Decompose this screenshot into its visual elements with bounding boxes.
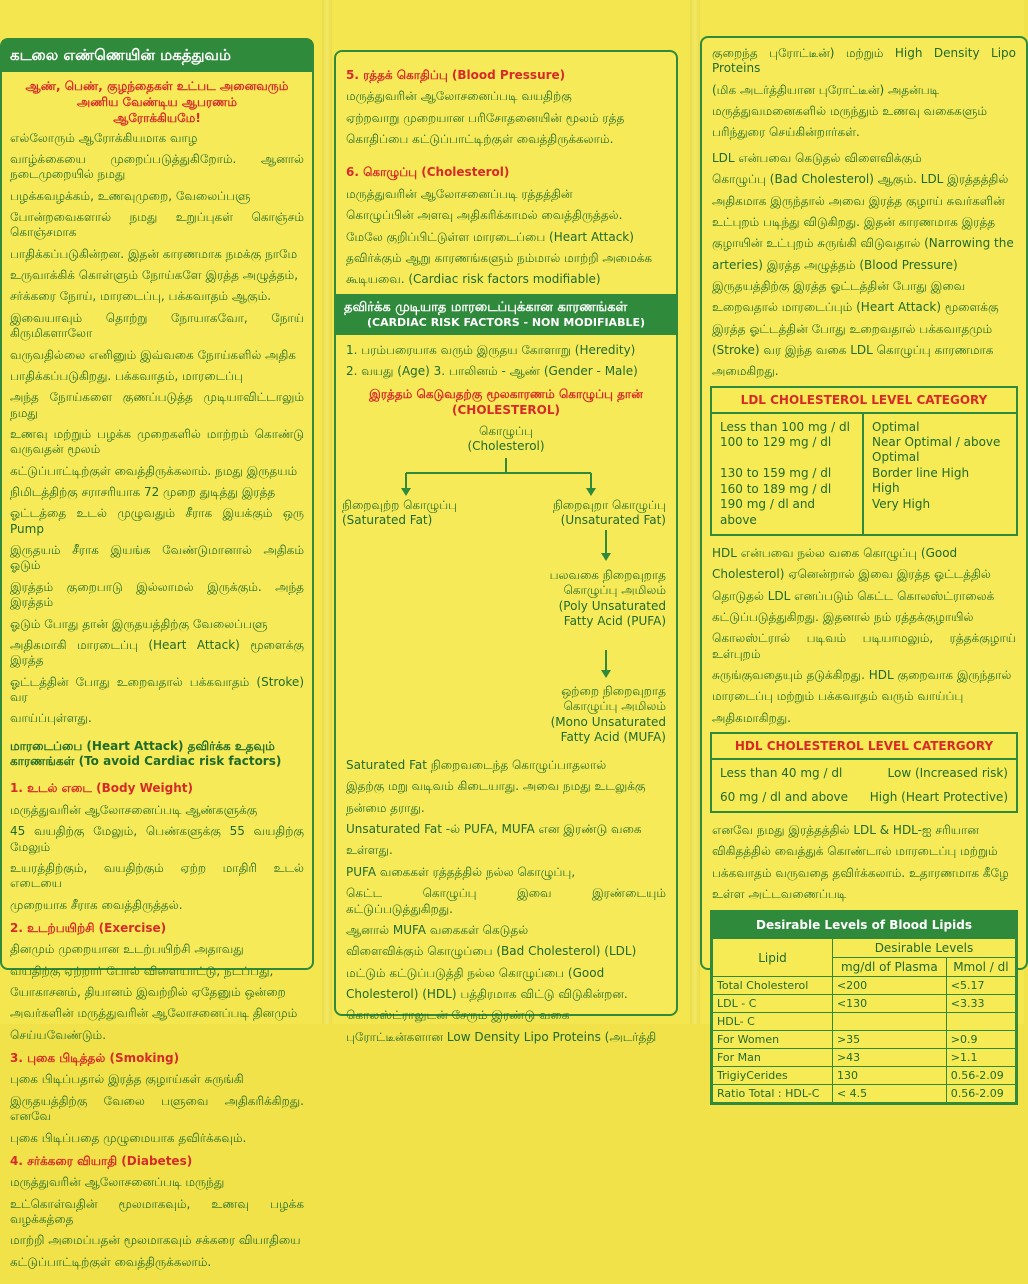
advice-line: விகிதத்தில் வைத்துக் கொண்டால் மாரடைப்பு மற்றும் xyxy=(712,844,998,859)
intro-line: ஓடும் போது தான் இருதயத்திற்கு வேலைப்பளு xyxy=(10,616,268,631)
bp-title: 5. ரத்தக் கொதிப்பு (Blood Pressure) xyxy=(346,68,566,82)
plasma-header: mg/dl of Plasma xyxy=(832,958,946,977)
chol-line: மேலே குறிப்பிட்டுள்ள மாரடைப்பை (Heart Attack) xyxy=(346,229,634,244)
tree-right xyxy=(526,498,666,529)
right-top-line: மருத்துவமனைகளில் மருந்தும் உணவு வகைகளும் xyxy=(712,104,987,119)
intro-line: உருவாக்கிக் கொள்ளும் நோய்களே இரத்த அழுத்தம், xyxy=(10,268,299,283)
ldl-line: இருதயத்திற்கு இரத்த ஓட்டத்தின் போது இவை xyxy=(712,278,966,293)
blood-lipids-table-box xyxy=(710,910,1018,1105)
exercise-line: செய்யவேண்டும். xyxy=(10,1027,107,1042)
hdl-row xyxy=(720,766,1008,781)
ldl-range: 130 to 159 mg / dl xyxy=(720,466,832,481)
ldl-range-column xyxy=(712,414,864,534)
ldl-cat: High xyxy=(872,481,900,496)
unsat-note-2: உள்ளது. xyxy=(346,843,393,858)
left-panel xyxy=(0,38,314,1269)
bp-line: மருத்துவரின் ஆலோசனைப்படி வயதிற்கு xyxy=(346,89,572,104)
ldl-line: இரத்த ஓட்டத்தின் போது உறைவதால் பக்கவாதமும் xyxy=(712,321,993,336)
smoking-title: 3. புகை பிடித்தல் (Smoking) xyxy=(10,1051,180,1066)
left-sub-3: ஆரோக்கியமே! xyxy=(113,111,201,126)
ldl-line: LDL என்பவை கெடுதல் விளைவிக்கும் xyxy=(712,150,922,165)
intro-line: சர்க்கரை நோய், மாரடைப்பு, பக்கவாதம் ஆகும். xyxy=(10,289,272,304)
hdl-row xyxy=(720,790,1008,805)
intro-line: ஓட்டத்தை உடல் முழுவதும் சீராக இயக்கும் ஒரு Pump xyxy=(10,506,304,536)
table-row xyxy=(713,977,1016,995)
ldl-line: அதிகமாக இருந்தால் அவை இரத்த குழாய் சுவர்களின் xyxy=(712,193,1005,208)
advice-line: எனவே நமது இரத்தத்தில் LDL & HDL-ஐ சரியான xyxy=(712,822,979,837)
sat-note-3: நன்மை தராது. xyxy=(346,800,425,815)
advice-line: உள்ள அட்டவணைப்படி xyxy=(712,886,847,901)
intro-line: நிமிடத்திற்கு சராசரியாக 72 முறை துடித்து இரத்த xyxy=(10,485,276,500)
left-sub-1: ஆண், பெண், குழந்தைகள் உட்பட அனைவரும் xyxy=(25,79,289,93)
plasma-value: 130 xyxy=(832,1067,946,1085)
mmol-value: >0.9 xyxy=(946,1031,1015,1049)
mufa-note-1: ஆனால் MUFA வகைகள் கெடுதல் xyxy=(346,922,529,937)
table-row xyxy=(713,1031,1016,1049)
lipid-header: Lipid xyxy=(713,939,833,977)
hdl-line: கட்டுப்படுத்துகிறது. இதனால் நம் ரத்தக்குழாயில் xyxy=(712,609,974,624)
nm-header-title: தவிர்க்க முடியாத மாரடைப்புக்கான காரணங்கள் xyxy=(344,299,628,315)
right-top-line: பரிந்துரை செய்கின்றார்கள். xyxy=(712,125,860,140)
hdl-text xyxy=(702,542,1026,726)
diabetes-line: கட்டுப்பாட்டிற்குள் வைத்திருக்கலாம். xyxy=(10,1254,212,1269)
lipid-name: Ratio Total : HDL-C xyxy=(713,1085,833,1103)
plasma-value xyxy=(832,1013,946,1031)
tree-root-en: (Cholesterol) xyxy=(467,439,545,454)
sat-note-2: இதற்கு மறு வடிவம் கிடையாது. அவை நமது உடலுக்கு xyxy=(346,779,646,794)
body-weight-line: முறையாக சீராக வைத்திருத்தல். xyxy=(10,897,183,912)
body-weight-title: 1. உடல் எடை (Body Weight) xyxy=(10,781,193,796)
ldl-cat: Optimal xyxy=(872,419,920,434)
mufa-note-3: மட்டும் கட்டுப்படுத்தி நல்ல கொழுப்பை (Good xyxy=(346,965,605,980)
blood-lipids-title: Desirable Levels of Blood Lipids xyxy=(712,912,1016,938)
tree-pufa xyxy=(536,568,666,629)
mmol-value: 0.56-2.09 xyxy=(946,1067,1015,1085)
exercise-line: வயதிற்கு ஏற்றார் போல் விளையாட்டு, நடப்பது, xyxy=(10,963,274,978)
exercise-line: அவர்களின் மருத்துவரின் ஆலோசனைப்படி தினமும் xyxy=(10,1006,298,1021)
last-note-1: கொலஸ்ட்ராலுடன் சேரும் இரண்டு வகை xyxy=(346,1008,570,1023)
ldl-line: கொழுப்பு (Bad Cholesterol) ஆகும். LDL இரத்தத்தில் xyxy=(712,172,1009,187)
smoking-line: புகை பிடிப்பதை முழுமையாக தவிர்க்கவும். xyxy=(10,1130,247,1145)
left-sub-2: அணிய வேண்டிய ஆபரணம் xyxy=(76,95,238,110)
ldl-line: arteries) இரத்த அழுத்தம் (Blood Pressure) xyxy=(712,257,958,272)
plasma-value: >43 xyxy=(832,1049,946,1067)
intro-line: வாய்ப்புள்ளது. xyxy=(10,711,92,726)
ldl-range: 190 mg / dl and above xyxy=(720,497,816,527)
ldl-range: 100 to 129 mg / dl xyxy=(720,435,832,450)
intro-line: அந்த நோய்களை குணப்படுத்த முடியாவிட்டாலும் நமது xyxy=(10,390,304,420)
mufa-en-2: Fatty Acid (MUFA) xyxy=(560,730,666,745)
nm-item-2: 2. வயது (Age) 3. பாலினம் - ஆண் (Gender - Male) xyxy=(346,363,638,378)
ldl-line: (Stroke) வர இந்த வகை LDL கொழுப்பு காரணமாக xyxy=(712,343,994,358)
intro-line: உணவு மற்றும் பழக்க முறைகளில் மாற்றம் கொண்டு வருவதன் மூலம் xyxy=(10,426,304,457)
diabetes-title: 4. சர்க்கரை வியாதி (Diabetes) xyxy=(10,1153,193,1168)
plasma-value: <200 xyxy=(832,977,946,995)
blood-lipids-table xyxy=(712,938,1016,1103)
mmol-value: 0.56-2.09 xyxy=(946,1085,1015,1103)
intro-line: வாழ்க்கையை முறைப்படுத்துகிறோம். ஆனால் நடைமுறையில் நமது xyxy=(10,151,304,182)
mmol-header: Mmol / dl xyxy=(946,958,1015,977)
middle-notes xyxy=(336,758,676,1045)
pufa-note-1: PUFA வகைகள் ரத்தத்தில் நல்ல கொழுப்பு, xyxy=(346,864,576,879)
hdl-line: மாரடைப்பு மற்றும் பக்கவாதம் வரும் வாய்ப்பு xyxy=(712,689,964,704)
intro-line: வருவதில்லை எனினும் இவ்வகை நோய்களில் அதிக xyxy=(10,347,296,362)
pufa-en-2: Fatty Acid (PUFA) xyxy=(563,614,666,629)
ldl-range: Less than 100 mg / dl xyxy=(720,419,850,434)
tree-mufa xyxy=(536,684,666,745)
chol-line: தவிர்க்கும் ஆறு காரணங்களும் நம்மால் மாற்றி அமைக்க xyxy=(346,250,653,265)
intro-line: இருதயம் சீராக இயங்க வேண்டுமானால் அதிகம் ஓடும் xyxy=(10,543,304,573)
mufa-note-4: Cholesterol) (HDL) பத்திரமாக விட்டு விடுகின்றன. xyxy=(346,986,628,1001)
ldl-level-box xyxy=(710,386,1018,536)
cause-line-2: (CHOLESTEROL) xyxy=(452,402,560,417)
lipid-name: For Man xyxy=(713,1049,833,1067)
lipid-name: Total Cholesterol xyxy=(713,977,833,995)
intro-line: அதிகமாகி மாரடைப்பு (Heart Attack) மூளைக்கு இரத்த xyxy=(10,637,304,668)
ldl-range: 160 to 189 mg / dl xyxy=(720,481,832,496)
heart-attack-subtitle: காரணங்கள் (To avoid Cardiac risk factors) xyxy=(10,754,282,769)
intro-line: இரத்தம் குறைபாடு இல்லாமல் இருக்கும். அந்த இரத்தம் xyxy=(10,579,304,610)
exercise-line: தினமும் முறையான உடற்பயிற்சி அதாவது xyxy=(10,942,244,957)
intro-line: எல்லோரும் ஆரோக்கியமாக வாழ xyxy=(10,130,198,145)
left-exercise xyxy=(2,921,312,1043)
table-row xyxy=(713,995,1016,1013)
smoking-line: புகை பிடிப்பதால் இரத்த குழாய்கள் சுருங்கி xyxy=(10,1072,244,1087)
body-weight-line: மருத்துவரின் ஆலோசனைப்படி ஆண்களுக்கு xyxy=(10,802,258,817)
hdl-line: கொலஸ்ட்ரால் படிவம் படியாமலும், ரத்தக்குழாய் உள்புறம் xyxy=(712,631,1016,661)
intro-line: ஓட்டத்தின் போது உறைவதால் பக்கவாதம் (Stroke) வர xyxy=(10,674,304,704)
hdl-line: அதிகமாகிறது. xyxy=(712,710,791,725)
mufa-en-1: (Mono Unsaturated xyxy=(550,714,666,729)
hdl-cat: Low (Increased risk) xyxy=(887,766,1008,781)
tree-right-en: (Unsaturated Fat) xyxy=(560,513,666,528)
lipids-header-row xyxy=(713,939,1016,958)
ldl-line: குழாயின் உட்புறம் சுருங்கி விடுவதால் (Narrowing the xyxy=(712,236,1014,251)
middle-nonmodifiable-list xyxy=(336,335,676,380)
diabetes-line: உட்கொள்வதின் மூலமாகவும், உணவு பழக்க வழக்கத்தை xyxy=(10,1196,304,1226)
ldl-spacer xyxy=(720,450,854,466)
hdl-level-title: HDL CHOLESTEROL LEVEL CATERGORY xyxy=(712,734,1016,760)
left-intro xyxy=(2,131,312,727)
mmol-value: <5.17 xyxy=(946,977,1015,995)
mufa-note-2: விளைவிக்கும் கொழுப்பை (Bad Cholesterol) (LDL) xyxy=(346,944,637,959)
cholesterol-tree xyxy=(336,418,676,758)
advice-line: பக்கவாதம் வருவதை தவிர்க்கலாம். உதாரணமாக கீழே xyxy=(712,865,1009,880)
unsat-note-1: Unsaturated Fat -ல் PUFA, MUFA என இரண்டு வகை xyxy=(346,822,642,837)
plasma-value: <130 xyxy=(832,995,946,1013)
lipid-name: HDL- C xyxy=(713,1013,833,1031)
pufa-ta-1: பலவகை நிறைவுறாத xyxy=(549,568,666,583)
middle-cholesterol xyxy=(336,153,676,287)
ldl-level-rows xyxy=(712,414,1016,534)
hdl-range: 60 mg / dl and above xyxy=(720,789,849,804)
left-smoking xyxy=(2,1051,312,1146)
intro-line: இவையாவும் தொற்று நோயாகவோ, நோய் கிருமிகளாலோ xyxy=(10,310,304,341)
desirable-header: Desirable Levels xyxy=(832,939,1015,958)
tree-root xyxy=(461,424,551,455)
tree-left-en: (Saturated Fat) xyxy=(342,513,433,528)
tree-right-ta: நிறைவுறா கொழுப்பு xyxy=(552,498,666,513)
chol-line: கூடியவை. (Cardiac risk factors modifiable) xyxy=(346,272,601,287)
sat-note-1: Saturated Fat நிறைவடைந்த கொழுப்பாதலால் xyxy=(346,758,607,773)
nonmodifiable-header xyxy=(336,294,676,335)
hdl-range: Less than 40 mg / dl xyxy=(720,766,843,781)
exercise-line: யோகாசனம், தியானம் இவற்றில் ஏதேனும் ஒன்றை xyxy=(10,985,286,1000)
mufa-ta-2: கொழுப்பு அமிலம் xyxy=(563,699,666,714)
pufa-en-1: (Poly Unsaturated xyxy=(558,598,666,613)
ldl-level-title: LDL CHOLESTEROL LEVEL CATEGORY xyxy=(712,388,1016,414)
mmol-value xyxy=(946,1013,1015,1031)
mmol-value: >1.1 xyxy=(946,1049,1015,1067)
ldl-line: உட்புறம் படிந்து விடுகிறது. இதன் காரணமாக இரத்த xyxy=(712,214,996,229)
tree-root-ta: கொழுப்பு xyxy=(479,424,533,439)
plasma-value: < 4.5 xyxy=(832,1085,946,1103)
hdl-level-box xyxy=(710,732,1018,813)
chol-line: மருத்துவரின் ஆலோசனைப்படி ரத்தத்தின் xyxy=(346,186,573,201)
hdl-line: தொடுதல் LDL எனப்படும் கெட்ட கொலஸ்ட்ராலைக் xyxy=(712,588,995,603)
table-row xyxy=(713,1049,1016,1067)
right-top-line: குறைந்த புரோட்டீன்) மற்றும் High Density Lipo Proteins xyxy=(712,46,1016,76)
left-body-weight xyxy=(2,769,312,913)
right-top-text xyxy=(702,38,1026,141)
chol-line: கொழுப்பின் அளவு அதிகரிக்காமல் வைத்திருத்தல். xyxy=(346,208,623,223)
cause-line xyxy=(336,385,676,418)
heart-attack-title: மாரடைப்பை (Heart Attack) தவிர்க்க உதவும் xyxy=(10,738,275,753)
diabetes-line: மருத்துவரின் ஆலோசனைப்படி மருந்து xyxy=(10,1175,225,1190)
nm-item-1: 1. பரம்பரையாக வரும் இருதய கோளாறு (Heredity) xyxy=(346,342,636,357)
plasma-value: >35 xyxy=(832,1031,946,1049)
table-row xyxy=(713,1067,1016,1085)
hdl-line: HDL என்பவை நல்ல வகை கொழுப்பு (Good xyxy=(712,545,958,560)
lipid-name: For Women xyxy=(713,1031,833,1049)
body-weight-line: உயரத்திற்கும், வயதிற்கும் ஏற்ற மாதிரி உடல் எடையை xyxy=(10,860,304,891)
chol-title: 6. கொழுப்பு (Cholesterol) xyxy=(346,165,510,180)
ldl-cat: Near Optimal / above Optimal xyxy=(872,435,1001,465)
intro-line: பாதிக்கப்படுகிறது. பக்கவாதம், மாரடைப்பு xyxy=(10,368,244,383)
left-header: கடலை எண்ணெயின் மகத்துவம் xyxy=(2,40,312,72)
last-note-2: புரோட்டீன்களான Low Density Lipo Proteins (அடர்த்தி xyxy=(346,1029,657,1044)
mufa-ta-1: ஒற்றை நிறைவுறாத xyxy=(561,684,666,699)
hdl-line: சுருங்குவதையும் தடுக்கிறது. HDL குறைவாக இருந்தால் xyxy=(712,668,1012,683)
ldl-text xyxy=(702,147,1026,380)
intro-line: பாதிக்கப்படுகின்றன. இதன் காரணமாக நமக்கு நாமே xyxy=(10,246,298,261)
bp-line: கொதிப்பை கட்டுப்பாட்டிற்குள் வைத்திருக்கலாம். xyxy=(346,132,614,147)
lipid-name: LDL - C xyxy=(713,995,833,1013)
table-row xyxy=(713,1013,1016,1031)
pufa-ta-2: கொழுப்பு அமிலம் xyxy=(563,583,666,598)
smoking-line: இருதயத்திற்கு வேலை பளுவை அதிகரிக்கிறது. எனவே xyxy=(10,1093,304,1124)
bp-line: ஏற்றவாறு முறையான பரிசோதனையின் மூலம் ரத்த xyxy=(346,110,625,125)
table-row xyxy=(713,1085,1016,1103)
nm-header-subtitle: (CARDIAC RISK FACTORS - NON MODIFIABLE) xyxy=(366,315,646,329)
lipid-name: TrigiyCerides xyxy=(713,1067,833,1085)
diabetes-line: மாற்றி அமைப்பதன் மூலமாகவும் சக்கரை வியாதியை xyxy=(10,1233,301,1248)
tree-left-ta: நிறைவுற்ற கொழுப்பு xyxy=(342,498,458,513)
intro-line: பழக்கவழக்கம், உணவுமுறை, வேலைப்பளு xyxy=(10,188,251,203)
intro-line: போன்றவைகளால் நமது உறுப்புகள் கொஞ்சம் கொஞ்சமாக xyxy=(10,210,304,240)
heart-attack-section xyxy=(2,733,312,770)
tree-left xyxy=(342,498,482,529)
pufa-note-2: கெட்ட கொழுப்பு இவை இரண்டையும் கட்டுப்படுத்துகிறது. xyxy=(346,886,666,916)
ldl-cat: Very High xyxy=(872,496,931,511)
ldl-line: அமைகிறது. xyxy=(712,364,779,379)
hdl-level-rows xyxy=(712,760,1016,811)
ldl-category-column xyxy=(864,414,1016,534)
intro-line: கட்டுப்பாட்டிற்குள் வைத்திருக்கலாம். நமது இருதயம் xyxy=(10,463,298,478)
mmol-value: <3.33 xyxy=(946,995,1015,1013)
body-weight-line: 45 வயதிற்கு மேலும், பெண்களுக்கு 55 வயதிற்கு மேலும் xyxy=(10,824,304,854)
middle-panel xyxy=(334,50,678,1044)
ldl-line: உறைவதால் மாரடைப்பும் (Heart Attack) மூளைக்கு xyxy=(712,300,999,315)
advice-text xyxy=(702,819,1026,902)
left-subheading xyxy=(2,72,312,131)
hdl-line: Cholesterol) ஏனென்றால் இவை இரத்த ஓட்டத்தில் xyxy=(712,567,991,582)
hdl-cat: High (Heart Protective) xyxy=(869,789,1008,804)
ldl-cat: Border line High xyxy=(872,465,970,480)
middle-bp xyxy=(336,52,676,147)
cause-line-1: இரத்தம் கெடுவதற்கு மூலகாரணம் கொழுப்பு தான் xyxy=(369,387,643,402)
right-panel xyxy=(700,36,1028,1101)
right-top-line: (மிக அடர்த்தியான புரோட்டீன்) அதன்படி xyxy=(712,82,940,97)
exercise-title: 2. உடற்பயிற்சி (Exercise) xyxy=(10,920,167,935)
fold-right xyxy=(690,0,700,1024)
left-diabetes xyxy=(2,1154,312,1284)
fold-left xyxy=(322,0,332,1024)
